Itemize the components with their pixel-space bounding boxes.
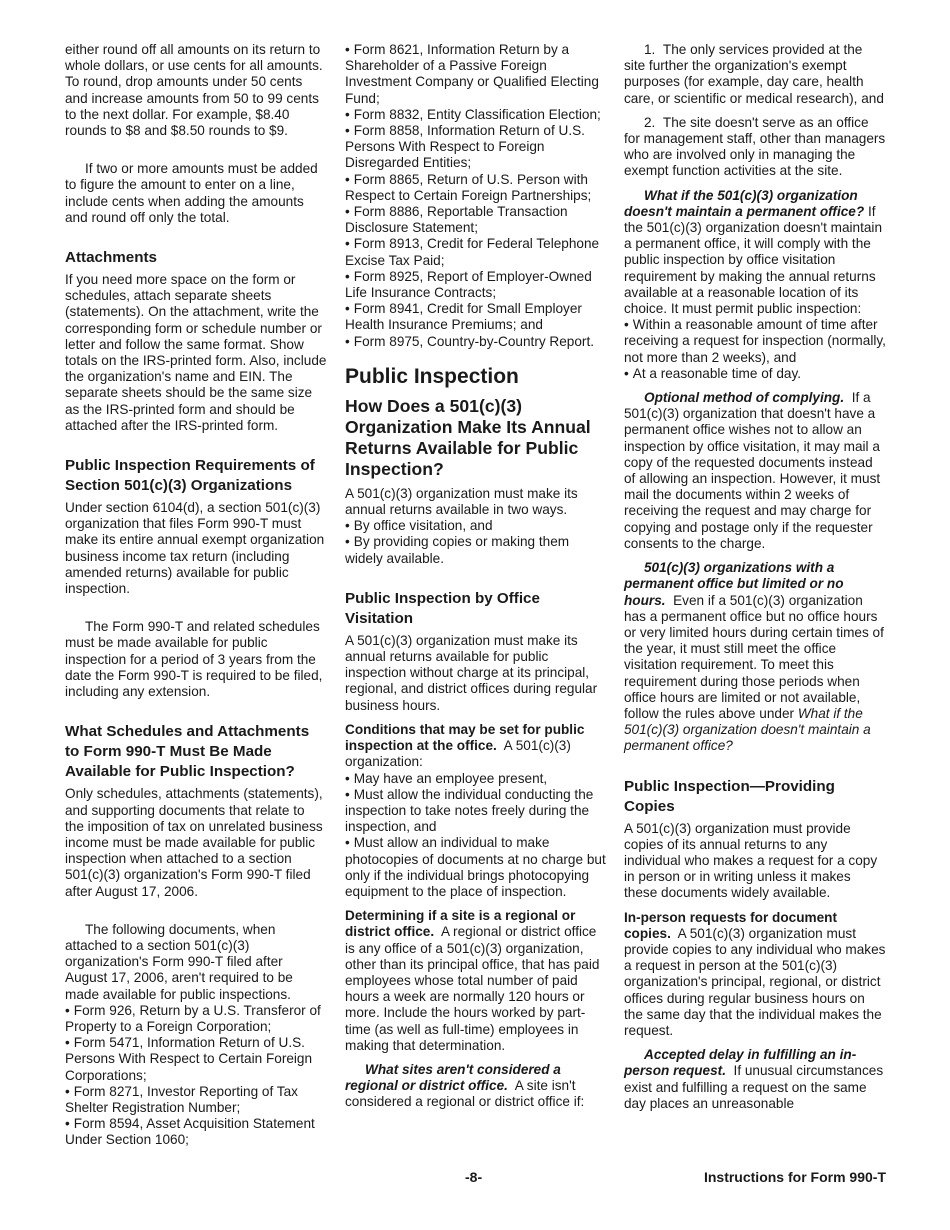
section-6104-paragraph: Under section 6104(d), a section 501(c)(3) organization that files Form 990-T must make its entire annual exempt organization business income tax return (including amended returns) available for public inspection. xyxy=(65,500,325,597)
conditions-text: A 501(c)(3) organization: xyxy=(345,738,571,770)
schedules-paragraph: Only schedules, attachments (statements), and supporting documents that relate to the imposition of tax on unrelated business income must be made available for public inspection when attached to a section 501(c)(3) organization's Form 990-T filed after August 17, 2006. xyxy=(65,786,323,899)
column-1 xyxy=(65,42,327,1157)
list-item: • At a reasonable time of day. xyxy=(624,366,886,382)
conditions-list xyxy=(345,771,607,901)
column-3 xyxy=(624,42,886,1120)
excluded-forms-list xyxy=(65,1003,327,1149)
list-item: • Form 926, Return by a U.S. Transferor of Property to a Foreign Corporation; xyxy=(65,1003,327,1035)
limited-hours-paragraph xyxy=(624,560,886,754)
how-does-heading: How Does a 501(c)(3) Organization Make Its Annual Returns Available for Public Inspection? xyxy=(345,395,591,479)
numbered-item-2: 2. The site doesn't serve as an office for management staff, other than managers who are involved only in managing the exempt function activities at the site. xyxy=(624,114,886,179)
accepted-delay-lead: Accepted delay in fulfilling an in-person request. xyxy=(624,1047,857,1079)
office-visitation-heading: Public Inspection by Office Visitation xyxy=(345,589,540,627)
public-inspection-heading: Public Inspection xyxy=(345,364,519,388)
list-item: • Form 8621, Information Return by a Shareholder of a Passive Foreign Investment Company or Qualified Electing Fund; xyxy=(345,42,607,107)
page-number: -8- xyxy=(465,1169,483,1185)
what-sites-paragraph xyxy=(345,1062,607,1111)
list-item: • Form 5471, Information Return of U.S. Persons With Respect to Certain Foreign Corporations; xyxy=(65,1035,327,1084)
list-item: • May have an employee present, xyxy=(345,771,607,787)
list-item: • Form 8865, Return of U.S. Person with Respect to Certain Foreign Partnerships; xyxy=(345,172,607,204)
excluded-forms-list-continued xyxy=(345,42,607,350)
list-item: • Form 8858, Information Return of U.S. Persons With Respect to Foreign Disregarded Entities; xyxy=(345,123,607,172)
list-item: • Must allow the individual conducting the inspection to take notes freely during the inspection, and xyxy=(345,787,607,836)
list-item: • Form 8886, Reportable Transaction Disclosure Statement; xyxy=(345,204,607,236)
list-item: • Form 8271, Investor Reporting of Tax Shelter Registration Number; xyxy=(65,1084,327,1116)
limited-hours-reference: What if the 501(c)(3) organization doesn't maintain a permanent office? xyxy=(624,705,871,754)
list-item: • Form 8975, Country-by-Country Report. xyxy=(345,334,607,350)
in-person-lead: In-person requests for document copies. xyxy=(624,909,837,941)
permanent-office-text: If the 501(c)(3) organization doesn't maintain a permanent office, it will comply with the public inspection by office visitation requirement by making the annual returns available at a reasonable location of its choice. It must permit public inspection: xyxy=(624,203,883,317)
attachments-paragraph: If you need more space on the form or schedules, attach separate sheets (statements). On the attachment, write the corresponding form or schedule number or letter and follow the same format. Show totals on the IRS-printed form. Also, include the organization's name and EIN. The separate sheets should be the same size as the IRS-printed form and should be attached after the IRS-printed form. xyxy=(65,272,327,433)
column-2 xyxy=(345,42,607,1119)
limited-hours-lead: 501(c)(3) organizations with a permanent office but limited or no hours. xyxy=(624,560,844,608)
list-item: • Form 8925, Report of Employer-Owned Life Insurance Contracts; xyxy=(345,269,607,301)
conditions-paragraph xyxy=(345,722,607,771)
optional-method-text: If a 501(c)(3) organization that doesn't have a permanent office wishes not to allow an inspection by office visitation, it may mail a copy of the requested documents instead of allowing an inspection. However, it must mail the documents within 2 weeks of receiving the request and may charge for copying and postage only if the requester consents to the charge. xyxy=(624,390,881,551)
office-visitation-paragraph: A 501(c)(3) organization must make its annual returns available for public inspection without charge at its principal, regional, and district offices during regular business hours. xyxy=(345,632,598,713)
list-item: • Must allow an individual to make photocopies of documents at no charge but only if the individual brings photocopying equipment to the place of inspection. xyxy=(345,835,607,900)
determining-paragraph xyxy=(345,908,607,1054)
determining-text: A regional or district office is any office of a 501(c)(3) organization, other than its principal office, that has paid employees whose total number of paid hours a week are normally 120 hours or more. Include the hours worked by part-time (as well as full-time) employees in making that determination. xyxy=(345,924,600,1053)
permanent-office-paragraph xyxy=(624,188,886,318)
pir-heading: Public Inspection Requirements of Section 501(c)(3) Organizations xyxy=(65,457,315,495)
attachments-heading: Attachments xyxy=(65,249,157,267)
what-sites-text: A site isn't considered a regional or district office if: xyxy=(345,1078,585,1110)
accepted-delay-text: If unusual circumstances exist and fulfilling a request on the same day places an unreasonable xyxy=(624,1063,884,1111)
in-person-text: A 501(c)(3) organization must provide copies to any individual who makes a request in person at the 501(c)(3) organization's principal, regional, or district offices during regular business hours on the same day that the individual makes the request. xyxy=(624,925,886,1038)
list-item: • Form 8913, Credit for Federal Telephone Excise Tax Paid; xyxy=(345,236,607,268)
inspection-timing-list xyxy=(624,317,886,382)
following-documents-paragraph: The following documents, when attached to a section 501(c)(3) organization's Form 990-T filed after August 17, 2006, aren't required to be made available for public inspections. xyxy=(65,921,293,1002)
cents-paragraph: If two or more amounts must be added to figure the amount to enter on a line, include cents when adding the amounts and round off only the total. xyxy=(65,161,318,225)
conditions-lead: Conditions that may be set for public inspection at the office. xyxy=(345,721,585,754)
optional-method-lead: Optional method of complying. xyxy=(644,390,845,406)
list-item: • Form 8832, Entity Classification Election; xyxy=(345,107,607,123)
in-person-paragraph xyxy=(624,910,886,1040)
accepted-delay-paragraph xyxy=(624,1047,886,1112)
determining-lead: Determining if a site is a regional or district office. xyxy=(345,908,576,940)
list-item: • Within a reasonable amount of time after receiving a request for inspection (normally, not more than 2 weeks), and xyxy=(624,317,886,366)
three-years-paragraph: The Form 990-T and related schedules must be made available for public inspection for a period of 3 years from the date the Form 990-T is required to be filed, including any extension. xyxy=(65,619,323,700)
numbered-item-1: 1. The only services provided at the site further the organization's exempt purposes (for example, day care, health care, or scientific or medical research), and xyxy=(624,42,884,106)
list-item: • Form 8941, Credit for Small Employer Health Insurance Premiums; and xyxy=(345,301,607,333)
optional-method-paragraph xyxy=(624,390,886,552)
list-item: • Form 8594, Asset Acquisition Statement Under Section 1060; xyxy=(65,1116,327,1148)
limited-hours-text: Even if a 501(c)(3) organization has a permanent office but no office hours or very limited hours during certain times of the year, it must still meet the office visitation requirement. To meet this requirement during those periods when office hours are limited or not available, follow the rules above under xyxy=(624,592,884,721)
list-item: • By office visitation, and xyxy=(345,518,607,534)
two-ways-paragraph: A 501(c)(3) organization must make its annual returns available in two ways. xyxy=(345,485,578,518)
providing-copies-paragraph: A 501(c)(3) organization must provide copies of its annual returns to any individual who makes a request for a copy in person or in writing unless it makes these documents widely available. xyxy=(624,820,878,901)
providing-copies-heading: Public Inspection—Providing Copies xyxy=(624,777,835,815)
schedules-heading: What Schedules and Attachments to Form 990-T Must Be Made Available for Public Inspection? xyxy=(65,723,310,781)
permanent-office-lead: What if the 501(c)(3) organization doesn't maintain a permanent office? xyxy=(624,187,865,219)
two-ways-list xyxy=(345,518,607,567)
list-item: • By providing copies or making them widely available. xyxy=(345,534,607,566)
what-sites-lead: What sites aren't considered a regional or district office. xyxy=(345,1061,561,1094)
rounding-paragraph: either round off all amounts on its return to whole dollars, or use cents for all amounts. To round, drop amounts under 50 cents and increase amounts from 50 to 99 cents to the next dollar. For example, $8.40 rounds to $8 and $8.50 rounds to $9. xyxy=(65,42,323,139)
form-title: Instructions for Form 990-T xyxy=(703,1169,886,1185)
